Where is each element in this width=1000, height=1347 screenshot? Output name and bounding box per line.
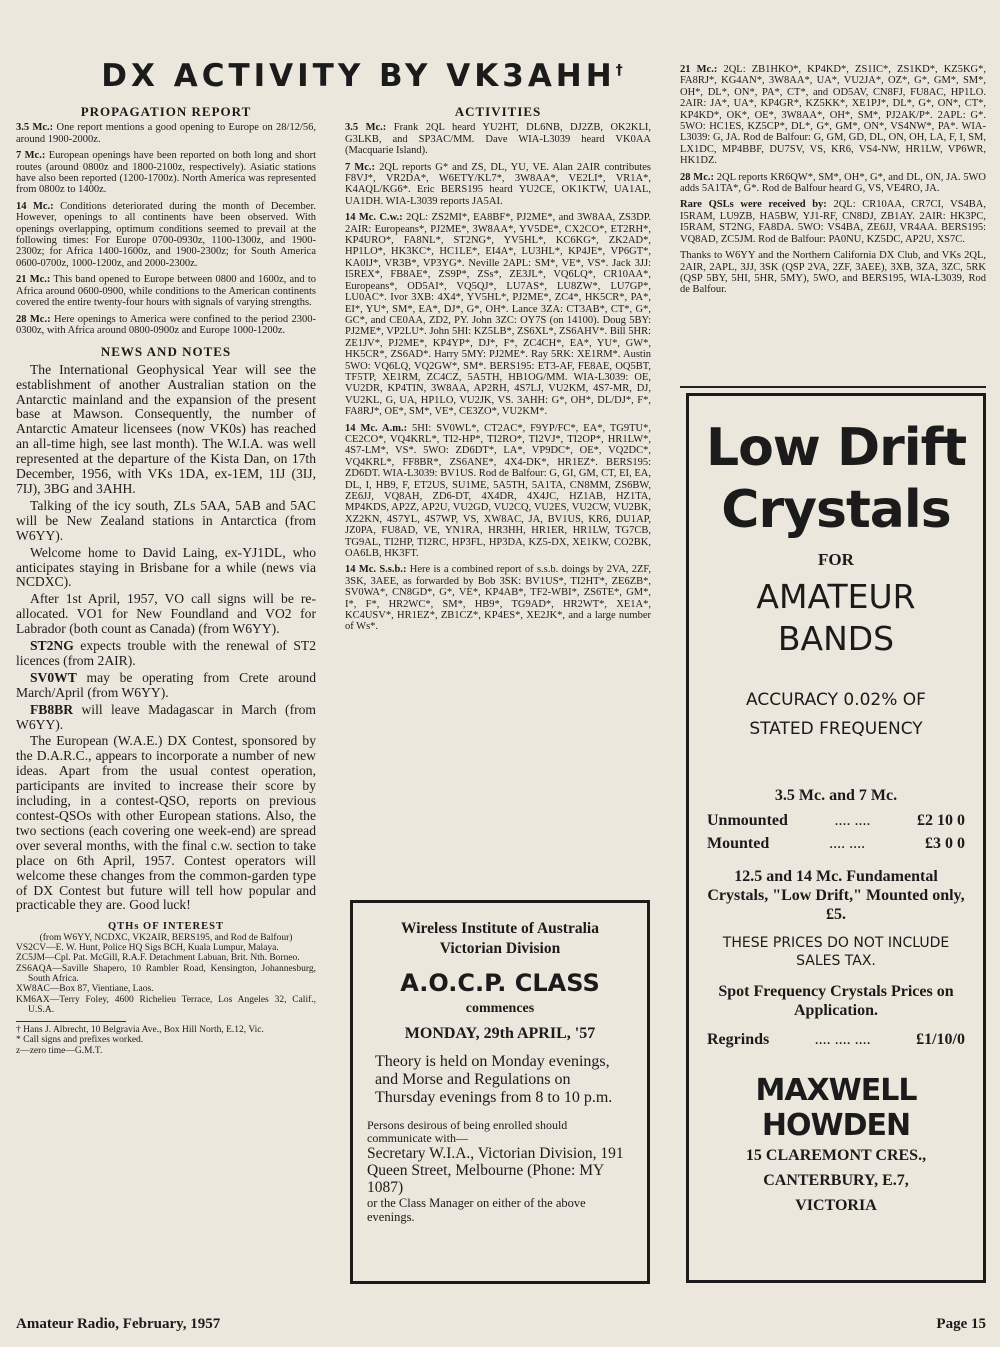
paragraph bbox=[345, 423, 651, 560]
footnote: * Call signs and prefixes worked. bbox=[16, 1035, 144, 1046]
paragraph-lead: ST2NG bbox=[30, 638, 74, 654]
paragraph-lead: 21 Mc.: bbox=[680, 64, 718, 75]
paragraph-lead: 14 Mc. S.s.b.: bbox=[345, 564, 407, 576]
paragraph bbox=[16, 122, 316, 145]
qth-list bbox=[16, 943, 316, 1015]
paragraph-text: Welcome home to David Laing, ex-YJ1DL, who anticipates staying in Brisbane for a while (news via NCDXC). bbox=[16, 544, 316, 590]
notice-line-1: Wireless Institute of Australia bbox=[401, 920, 599, 937]
notice-contact: Secretary W.I.A., Victorian Division, 191 Queen Street, Melbourne (Phone: MY 1087) bbox=[367, 1145, 624, 1196]
paragraph-lead: 7 Mc.: bbox=[16, 150, 46, 162]
paragraph-text: 5HI: SV0WL*, CT2AC*, F9YP/FC*, EA*, TG9TU*, CE2CO*, VQ4KRL*, TI2-HP*, TI2RO*, TI2VJ*, TI2OP*, HR1LW*, 4S7-LM*, VS*. 5WO: ZD6DT*, LA*, VP9DC*, OE*, VQ2DC*, VQ4KRL*, FF8BR*, ZS6ANE*, 4X4-DK*, HR1EZ*. BERS195: ZD6DT. WIA-L3039: BV1US. Rod de Balfour: G, GI, GM, CT, EI, EA, DL, I, HB9, F, ET2US, SU1ME, 5A5TH, 5A1TA, CN8MM, ZS6BW, ZE6JJ, VQ8AH, ZD6-DT, 4X4DR, 4X4JC, HZ1AB, HZ1TA, MP4KDS, AP2Z, AP2U, VU2GD, VU2CQ, VU2ES, VU2CW, VU2BK, XZ2KN, 4S7YL, 4S7WP, VS, XW8AC, JA, BV1US, KR6, DU1AP, JZ0PA, FU8AD, VE, YN1RA, HR3HH, HR1ER, HR1LW, TG7CB, TG9AL, TI2HP, TI2RC, HP3FL, HP3DA, KZ5-DX, XE1KW, CO2BK, OA6LB, HK3FT. bbox=[345, 422, 651, 560]
notice-body: Theory is held on Monday evenings, and Morse and Regulations on Thursday evenings from 8 to 10 p.m. bbox=[375, 1053, 613, 1106]
paragraph bbox=[345, 564, 651, 632]
crystals-advertisement bbox=[686, 393, 986, 1283]
paragraph-text: The International Geophysical Year will see the establishment of another Australian station on the Antarctic mainland and the expansion of the present base at Mawson. Consequently, the number of Antarctic Amateur licensees (now VK0s) has reached an all-time high, see last month). The W.I.A. was well represented at the departure of the Kista Dan, on 17th December, 1956, with VKs 1DA, ex-1EM, 1IJ (3IJ, 7IJ), 3BG and 3AHH. bbox=[16, 361, 316, 496]
paragraph-text: will leave Madagascar in March (from W6YY). bbox=[16, 701, 316, 732]
paragraph bbox=[16, 639, 316, 669]
activities-heading: ACTIVITIES bbox=[454, 104, 542, 119]
qth-item: KM6AX—Terry Foley, 4600 Richelieu Terrace, Los Angeles 32, Calif., U.S.A. bbox=[16, 994, 316, 1015]
ad-company: MAXWELL HOWDEN bbox=[755, 1073, 917, 1143]
paragraph-text: 2QL: ZS2MI*, EA8BF*, PJ2ME*, and 3W8AA, ZS3DP. 2AIR: Europeans*, PJ2ME*, 3W8AA*, YV5DE*, CX2CO*, ET2RH*, KP4URO*, FA8NL*, ST2NG*, YV5HL*, KC6KG*, ZK2AD*, HP1LO*, HK3KC*, HC1LE*, EI4A*, LU3HL*, KP4JE*, VP6GT*, KA0IJ*, VR3B*, VP3YG*. Neville 2APL: SM*, VE*, VS*. Jack 3JJ: I5REX*, FB8AE*, ZS9P*, ZSs*, ZE3JL*, VQ6LQ*, CR10AA*, Europeans*, OD5AI*, VQ5QJ*, LU7AS*, LU8ZW*, LU7GP*, LU0AC*. Ivor 3XB: 4X4*, YV5HL*, PJ2ME*, ZC4*, HK5CR*, PA*, EI*, YU*, SM*, EA*, DJ*, G*, OH*. Lance 3ZA: CT3AB*, CT*, G*, GC*, and CE0AA, ZD2, PY. John 3ZC: OY7S (on 14100). Doug 5BY: PJ2ME*, VP2LU*. John 5HI: KZ5LB*, ZS6XL*, ZS6AHV*. Bill 5HR: ZE1JV*, PJ2ME*, KP4YP*, DJ*, F*, ZC4CH*, EA*, YU*, GW*, HK5CR*, ZS6AD*. Harry 5MY: PJ2ME*. Ray 5RK: XE1RM*. Austin 5WO: VQ6LQ, VQ2GW*, SM*. BERS195: ET3-AF, FE8AE, OQ5BT, TF5TP, XE1RM, ZC4CZ, 5A5TH, HB1OG/MM. WIA-L3039: OE, VU2DR, KP4TIN, 3W8AA, AP2RH, 4S7LJ, VU2KM, 4S7-MR, DJ, VU2KL, G, UA, HP1LO, VU2JK, VS. 3AHH: G*, OH*, DL/DJ*, F*, FA8RJ*, OE*, SM*, VE*, CE3ZO*, VU2KM*. bbox=[345, 212, 652, 418]
unmounted-price: £2 10 0 bbox=[917, 812, 965, 829]
regrinds-label: Regrinds bbox=[707, 1031, 770, 1048]
qth-heading: QTHs OF INTEREST bbox=[108, 921, 224, 933]
paragraph-text: This band opened to Europe between 0800 and 1600z, and to Africa around 0600-0900, while conditions to the American continents covered the entire twenty-four hours with signals of varying strengths. bbox=[16, 274, 316, 309]
qth-item: ZC5JM—Cpl. Pat. McGill, R.A.F. Detachment Labuan, Brit. Nth. Borneo. bbox=[16, 953, 300, 964]
paragraph-text: 2QL: CR10AA, CR7CI, VS4BA, I5RAM, LU9ZB, HA5BW, YJ1-RF, CN8DJ, ZB1AY. 2AIR: HK3PC, I5RAM, ST2NG, FA8DA. 5WO: VS4BA, ZE6JJ, VR4AA. BERS195: VQ8AD, ZC5JM. Rod de Balfour: PA0NU, KZ5DC, AP2U, XS7C. bbox=[680, 199, 986, 245]
paragraph-text: Conditions deteriorated during the month of December. However, openings to all continents have been observed. With openings overlapping, optimum conditions seemed to prevail at the following times: For Europe 0700-0930z, 1100-1300z, and 1900-2300z; for Africa 1400-1600z, and 1900-2300z; for South America 0600-0700z, 1000-1200z, and 2000-2300z. bbox=[16, 200, 316, 269]
paragraph-text: 2QL reports G* and ZS, DL, YU, VE. Alan 2AIR contributes F8VJ*, VR2DA*, W6ETY/KL7*, 3W8AA*, VE2LI*, VR1A*, K4AQL/KG6*. Eric BERS195 heard YU2CE, OK1KTW, UA1AL, UA1DH. WIA-L3039 reports JA5AI. bbox=[345, 161, 651, 207]
notice-title: A.O.C.P. CLASS bbox=[400, 969, 600, 997]
footer-publication: Amateur Radio, February, 1957 bbox=[16, 1316, 221, 1332]
ad-spot: Spot Frequency Crystals Prices on Application. bbox=[718, 983, 954, 1019]
qth-subheading: (from W6YY, NCDXC, VK2AIR, BERS195, and Rod de Balfour) bbox=[39, 932, 293, 943]
paragraph bbox=[16, 592, 316, 637]
news-heading: NEWS AND NOTES bbox=[100, 344, 232, 360]
notice-line-2: Victorian Division bbox=[439, 940, 561, 957]
paragraph-lead: 14 Mc. A.m.: bbox=[345, 422, 408, 434]
ad-regrinds-row bbox=[689, 1028, 983, 1051]
paragraph-text: The European (W.A.E.) DX Contest, sponsored by the D.A.R.C., appears to incorporate a number of new ideas. Apart from the usual contest operation, participants are invited to increase their score by including, in a contest-QSO, reports on previous contest-QSOs with other European stations. Also, the two sections (each covering one week-end) are spread over several months, with the final c.w. section to take place on 6th April, 1957. Contest operators will welcome these changes from the common-garden type of DX Contest but future will tell how popular and practicable they are. Good luck! bbox=[16, 733, 316, 913]
paragraph-text: may be operating from Crete around March/April (from W6YY). bbox=[16, 669, 317, 700]
paragraph-lead: 14 Mc. C.w.: bbox=[345, 212, 403, 224]
paragraph-text: One report mentions a good opening to Europe on 28/12/56, around 1900-2000z. bbox=[16, 122, 317, 145]
paragraph-lead: 3.5 Mc.: bbox=[16, 122, 54, 134]
ad-accuracy-1: ACCURACY 0.02% OF bbox=[746, 690, 926, 710]
unmounted-dots: .... .... bbox=[834, 812, 871, 829]
ad-address-3: VICTORIA bbox=[795, 1197, 877, 1214]
ad-mounted-row bbox=[689, 832, 983, 855]
paragraph-text: 2QL: ZB1HKO*, KP4KD*, ZS1IC*, ZS1KD*, KZ5KG*, FA8RJ*, KG4AN*, 3W8AA*, UA*, VU2JA*, OZ*, G*, GM*, SM*, OH*, DL*, ON*, PA*, CT*, and OD5AV, CN8FJ, FU8AC, HP1LO. 2AIR: JA*, UA*, KP4GR*, KZ5KK*, XE1PJ*, DL*, G*, ON*, CT*, KP4KD*, OK*, OE*, 3W8AA*, OH*, SM*, PJ2AK/P*. 2APL: G*. 5WO: HC1ES, KZ5CP*, DL*, G*, GM*, ON*, VS4NW*, PA*. WIA-L3039: G, JA. Rod de Balfour: G, GM, GD, DL, ON, OH, LA, F, I, SM, LX1DC, MP4BBF, DU7SV, VS, KR6, VS4-NW, HR1LW, VP6WR, HK1DZ. bbox=[680, 64, 986, 167]
ad-headline-2: Crystals bbox=[721, 480, 951, 540]
right-column bbox=[680, 64, 986, 301]
left-column bbox=[16, 104, 316, 1056]
paragraph-lead: 28 Mc.: bbox=[680, 171, 714, 183]
paragraph-text: Talking of the icy south, ZLs 5AA, 5AB and 5AC will be New Zealand stations in Antarctica (from W6YY). bbox=[16, 497, 316, 543]
ad-for: FOR bbox=[818, 550, 854, 569]
paragraph bbox=[16, 274, 316, 308]
activities-continued bbox=[680, 64, 986, 296]
paragraph bbox=[16, 671, 316, 701]
paragraph-text: 2QL reports KR6QW*, SM*, OH*, G*, and DL, ON, JA. 5WO adds 5A1TA*, G*. Rod de Balfour heard G, VS, VE4RO, JA. bbox=[680, 171, 986, 195]
paragraph-text: Here is a combined report of s.s.b. doings by 2VA, 2ZF, 3SK, 3AEE, as forwarded by Bob 3SK: BV1US*, TI2HT*, ZE6ZB*, SV0WA*, CN8GD*, G*, VE*, KP4AB*, TF2-WBI*, ZS6TE*, GM*, I*, F*, HR2WC*, SM*, HB9*, TG9AD*, HR2WT*, XE1A*, KC4USV*, HR1EZ*, ZB1CZ*, KP4ES*, XE2JK*, and a large number of Ws*. bbox=[345, 564, 652, 633]
regrinds-price: £1/10/0 bbox=[916, 1031, 965, 1048]
ad-address-1: 15 CLAREMONT CRES., bbox=[745, 1147, 927, 1164]
paragraph-text: Thanks to W6YY and the Northern California DX Club, and VKs 2QL, 2AIR, 2APL, 3JJ, 3SK (QSP 2VA, 2ZF, 3AEE), 3XB, 3ZA, 3ZC, 5RK (QSP 5BY, 5HI, 5HR, 5MY), 5WO, and BERS195, WIA-L3039, Rod de Balfour. bbox=[680, 250, 986, 296]
ad-band-range: 3.5 Mc. and 7 Mc. bbox=[774, 787, 898, 804]
paragraph-lead: Rare QSLs were received by: bbox=[680, 199, 827, 211]
mounted-dots: .... .... bbox=[829, 835, 866, 852]
ad-accuracy-2: STATED FREQUENCY bbox=[749, 719, 923, 739]
ad-amateur: AMATEUR bbox=[756, 577, 916, 616]
propagation-report bbox=[16, 122, 316, 336]
ad-unmounted-row bbox=[689, 809, 983, 832]
page-number: Page 15 bbox=[936, 1316, 986, 1332]
paragraph bbox=[16, 201, 316, 269]
news-and-notes bbox=[16, 363, 316, 914]
mounted-label: Mounted bbox=[707, 835, 770, 852]
propagation-heading: PROPAGATION REPORT bbox=[80, 104, 252, 119]
paragraph bbox=[16, 703, 316, 733]
footnotes bbox=[16, 1025, 316, 1056]
paragraph-lead: SV0WT bbox=[30, 669, 77, 685]
middle-column bbox=[345, 104, 651, 638]
paragraph-lead: 28 Mc.: bbox=[16, 313, 51, 325]
paragraph bbox=[345, 162, 651, 208]
paragraph bbox=[16, 363, 316, 497]
paragraph bbox=[345, 122, 651, 156]
footnote: † Hans J. Albrecht, 10 Belgravia Ave., Box Hill North, E.12, Vic. bbox=[16, 1025, 264, 1036]
paragraph-text: After 1st April, 1957, VO call signs will be re-allocated. VO1 for New Foundland and VO2 for Labrador (both count as Canada) (from W6YY). bbox=[16, 591, 316, 637]
paragraph bbox=[16, 734, 316, 913]
paragraph bbox=[680, 199, 986, 245]
paragraph-lead: 3.5 Mc.: bbox=[345, 122, 387, 134]
paragraph bbox=[16, 546, 316, 591]
divider bbox=[680, 386, 986, 388]
notice-date: MONDAY, 29th APRIL, '57 bbox=[404, 1025, 596, 1042]
aocp-class-notice bbox=[350, 900, 650, 1284]
notice-commences: commences bbox=[465, 1001, 535, 1016]
mounted-price: £3 0 0 bbox=[924, 835, 965, 852]
paragraph bbox=[16, 499, 316, 544]
paragraph bbox=[345, 212, 651, 417]
activities bbox=[345, 122, 651, 632]
paragraph bbox=[16, 150, 316, 196]
qth-item: VS2CV—E. W. Hunt, Police HQ Sigs BCH, Kuala Lumpur, Malaya. bbox=[16, 943, 279, 954]
notice-persons: Persons desirous of being enrolled should communicate with— bbox=[367, 1118, 568, 1145]
paragraph bbox=[680, 250, 986, 296]
ad-bands: BANDS bbox=[777, 619, 895, 658]
paragraph bbox=[16, 314, 316, 337]
ad-tax: THESE PRICES DO NOT INCLUDE SALES TAX. bbox=[722, 935, 950, 969]
paragraph-text: Frank 2QL heard YU2HT, DL6NB, DJ2ZB, OK2KLI, G3LKB, and SP3AC/MM. Dave WIA-L3039 heard VK0AA (Macquarie Island). bbox=[345, 122, 651, 157]
paragraph-text: Here openings to America were confined to the period 2300-0300z, with Africa around 0800-0900z and Europe 1000-1200z. bbox=[16, 313, 316, 336]
qth-item: XW8AC—Box 87, Vientiane, Laos. bbox=[16, 984, 154, 995]
notice-or: or the Class Manager on either of the above evenings. bbox=[367, 1196, 586, 1224]
paragraph bbox=[680, 172, 986, 195]
paragraph-lead: FB8BR bbox=[30, 701, 74, 717]
ad-headline-1: Low Drift bbox=[705, 418, 967, 478]
paragraph bbox=[680, 64, 986, 167]
paragraph-text: expects trouble with the renewal of ST2 licences (from 2AIR). bbox=[16, 638, 316, 668]
page-title: DX ACTIVITY BY VK3AHH† bbox=[101, 58, 623, 94]
regrinds-dots: .... .... .... bbox=[814, 1031, 871, 1048]
paragraph-text: European openings have been reported on both long and short routes (around 0800z and 1800-2100z, respectively). Asiatic stations have also been reported (1200-1700z). North America was represented from 0800z to 1400z. bbox=[16, 150, 316, 196]
ad-fundamental: 12.5 and 14 Mc. Fundamental Crystals, "Low Drift," Mounted only, £5. bbox=[707, 868, 965, 923]
paragraph-lead: 14 Mc.: bbox=[16, 200, 54, 212]
ad-address-2: CANTERBURY, E.7, bbox=[763, 1172, 909, 1189]
unmounted-label: Unmounted bbox=[707, 812, 788, 829]
paragraph-lead: 7 Mc.: bbox=[345, 161, 376, 173]
qth-item: ZS6AQA—Saville Shapero, 10 Rambler Road, Kensington, Johannesburg, South Africa. bbox=[16, 963, 316, 984]
footnote: z—zero time—G.M.T. bbox=[16, 1045, 103, 1056]
paragraph-lead: 21 Mc.: bbox=[16, 274, 51, 286]
